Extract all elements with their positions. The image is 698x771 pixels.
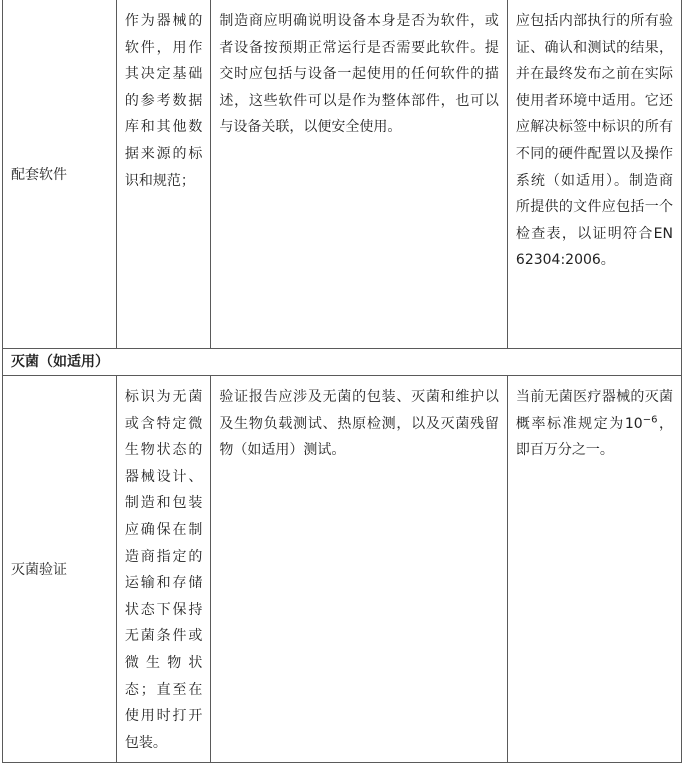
software-name-cell: 配套软件 xyxy=(3,0,117,349)
sal-text-after: ，即百万分之一。 xyxy=(515,415,673,459)
sal-exponent: −6 xyxy=(642,413,658,425)
section-row-sterilization xyxy=(3,349,682,376)
table-row-software xyxy=(3,0,682,349)
sterilization-evidence-cell xyxy=(507,376,681,763)
section-title: 灭菌（如适用） xyxy=(3,349,682,376)
software-requirement-cell: 制造商应明确说明设备本身是否为软件，或者设备按预期正常运行是否需要此软件。提交时应包括与设备一起使用的任何软件的描述，这些软件可以是作为整体部件，也可以与设备关联，以便安全使用。 xyxy=(211,0,508,349)
sterilization-requirement-cell: 验证报告应涉及无菌的包装、灭菌和维护以及生物负载测试、热原检测，以及灭菌残留物（如适用）测试。 xyxy=(211,376,508,763)
sterilization-scope-cell: 标识为无菌或含特定微生物状态的器械设计、制造和包装应确保在制造商指定的运输和存储状态下保持无菌条件或微生物状态；直至在使用时打开包装。 xyxy=(116,376,211,763)
requirements-table xyxy=(2,0,682,763)
sterilization-name-cell: 灭菌验证 xyxy=(3,376,117,763)
table-row-sterilization xyxy=(3,376,682,763)
sal-text-before: 当前无菌医疗器械的灭菌概率标准规定为10 xyxy=(515,389,673,432)
software-evidence-cell: 应包括内部执行的所有验证、确认和测试的结果，并在最终发布之前在实际使用者环境中适用。它还应解决标签中标识的所有不同的硬件配置以及操作系统（如适用）。制造商所提供的文件应包括一个检查表，以证明符合EN 62304:2006。 xyxy=(507,0,681,349)
software-scope-cell: 作为器械的软件，用作其决定基础的参考数据库和其他数据来源的标识和规范； xyxy=(116,0,211,349)
